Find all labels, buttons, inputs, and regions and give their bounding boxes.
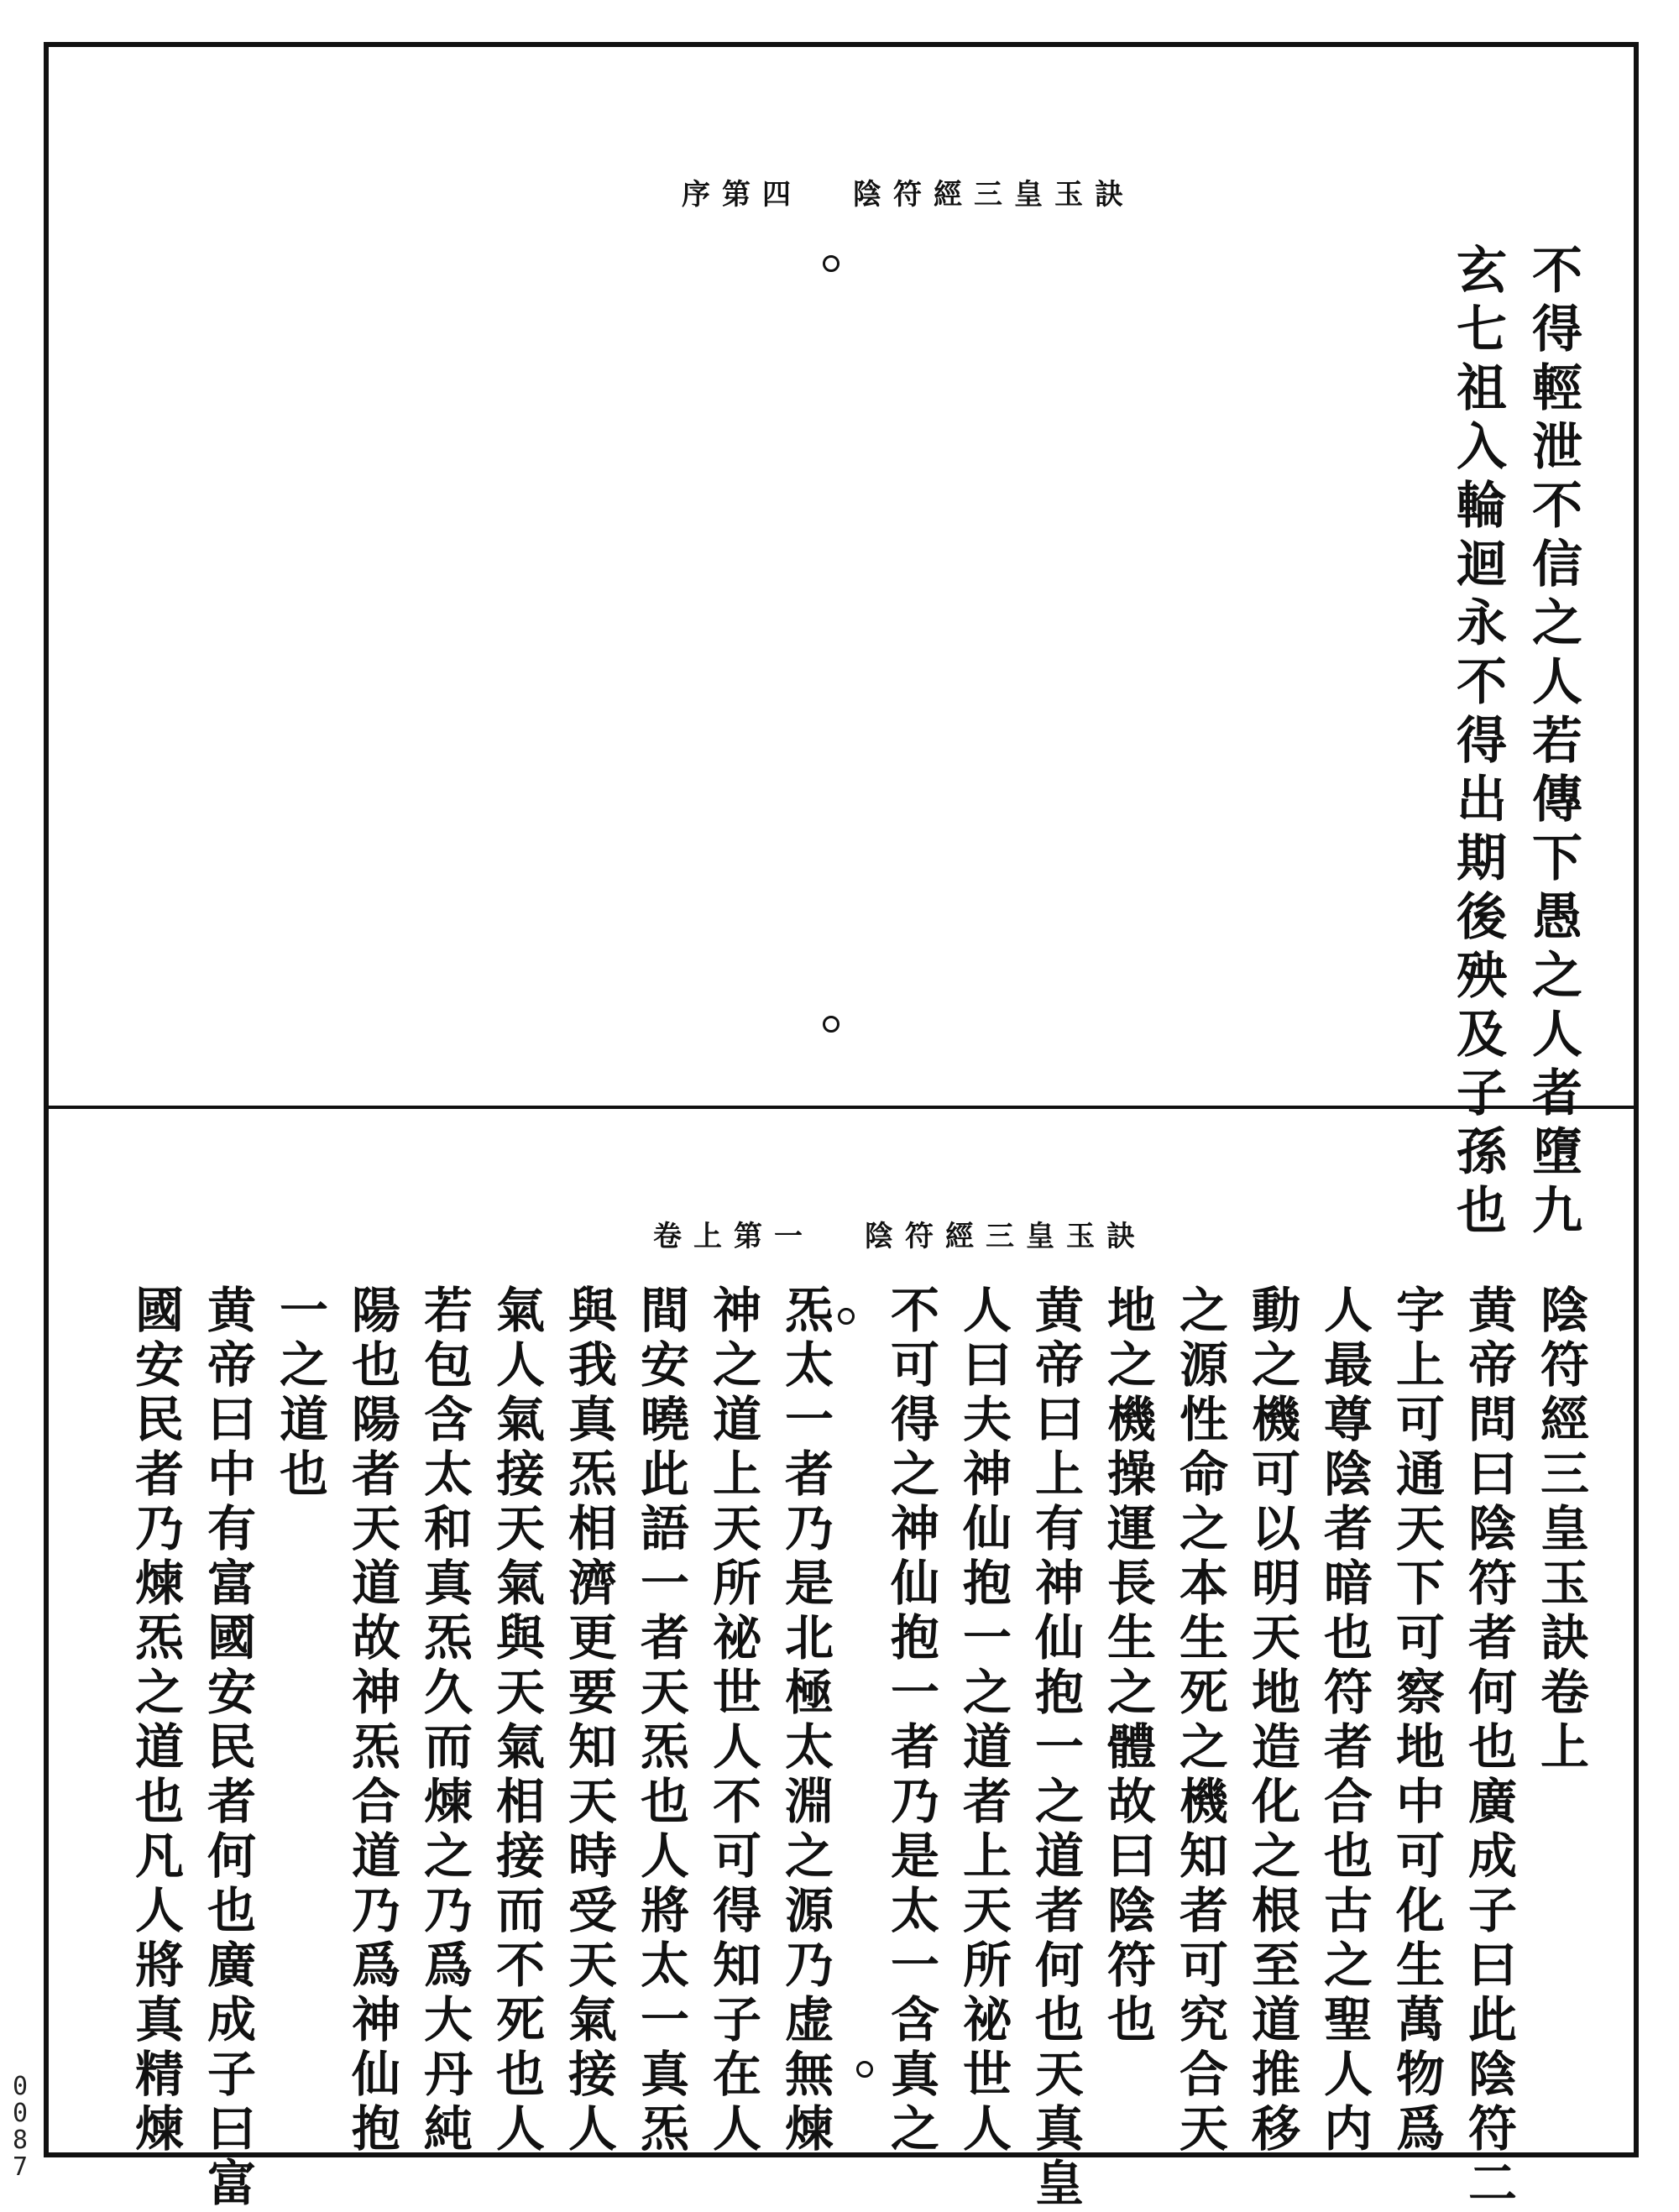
bottom-text-column-12: 神之道上天所祕世人不可得知子在人: [704, 1284, 761, 2157]
bottom-text-column-8: 黄帝曰上有神仙抱一之道者何也天真皇: [1027, 1284, 1084, 2212]
bottom-text-column-16: 若包含太和真炁久而煉之乃爲大丹純: [416, 1284, 473, 2157]
bottom-text-column-14: 與我真炁相濟更要知天時受天氣接人: [560, 1284, 617, 2157]
bottom-text-column-13: 間安曉此語一者天炁也人將太一真炁: [632, 1284, 689, 2157]
bottom-text-column-5: 動之機可以明天地造化之根至道推移: [1243, 1284, 1300, 2157]
top-page-header: [682, 171, 1135, 212]
bottom-text-column-1: 陰符經三皇玉訣卷上: [1532, 1284, 1589, 1775]
bottom-text-column-7: 地之機操運長生之體故曰陰符也: [1099, 1284, 1156, 2048]
bottom-text-column-2: 黄帝問曰陰符者何也廣成子曰此陰符二: [1460, 1284, 1517, 2212]
register-circle-top-1: [823, 255, 840, 272]
bottom-text-column-11: 炁太一者乃是北極太淵之源乃虚無煉: [777, 1284, 834, 2157]
bottom-text-column-4: 人最尊陰者暗也符者合也古之聖人内: [1315, 1284, 1373, 2157]
bottom-text-column-6: 之源性命之本生死之機知者可究合天: [1171, 1284, 1228, 2157]
bottom-text-column-19: 黄帝曰中有富國安民者何也廣成子曰富: [199, 1284, 256, 2212]
page-divider: [49, 1106, 1634, 1109]
bottom-page-header: [653, 1213, 1147, 1254]
top-header-title: 陰符經三皇玉訣: [853, 178, 1135, 212]
bottom-header-volume: 卷上第一: [653, 1220, 814, 1253]
page-number-digit: 0: [12, 2099, 29, 2128]
page-number: [5, 2073, 35, 2181]
bottom-text-column-20: 國安民者乃煉炁之道也凡人將真精煉: [127, 1284, 184, 2157]
register-circle-bottom-1: [838, 1308, 855, 1325]
bottom-text-column-18: 一之道也: [271, 1284, 328, 1503]
register-circle-bottom-2: [856, 2061, 873, 2078]
page-number-digit: 8: [12, 2126, 29, 2155]
bottom-header-title: 陰符經三皇玉訣: [865, 1220, 1147, 1253]
bottom-text-column-10: 不可得之神仙抱一者乃是太一含真之: [882, 1284, 939, 2157]
bottom-text-column-17: 陽也陽者天道故神炁合道乃爲神仙抱: [343, 1284, 400, 2157]
bottom-text-column-3: 字上可通天下可察地中可化生萬物爲: [1388, 1284, 1445, 2157]
top-text-column-2: 玄七祖入輪迴永不得出期後殃及子孫也: [1448, 243, 1507, 1242]
page-number-digit: 0: [12, 2072, 29, 2101]
top-header-volume: 序第四: [682, 178, 803, 212]
page-number-digit: 7: [12, 2152, 29, 2182]
top-text-column-1: 不得輕泄不信之人若傳下愚之人者墮九: [1524, 243, 1582, 1242]
bottom-text-column-9: 人曰夫神仙抱一之道者上天所祕世人: [955, 1284, 1012, 2157]
register-circle-top-2: [823, 1016, 840, 1033]
bottom-text-column-15: 氣人氣接天氣與天氣相接而不死也人: [488, 1284, 545, 2157]
